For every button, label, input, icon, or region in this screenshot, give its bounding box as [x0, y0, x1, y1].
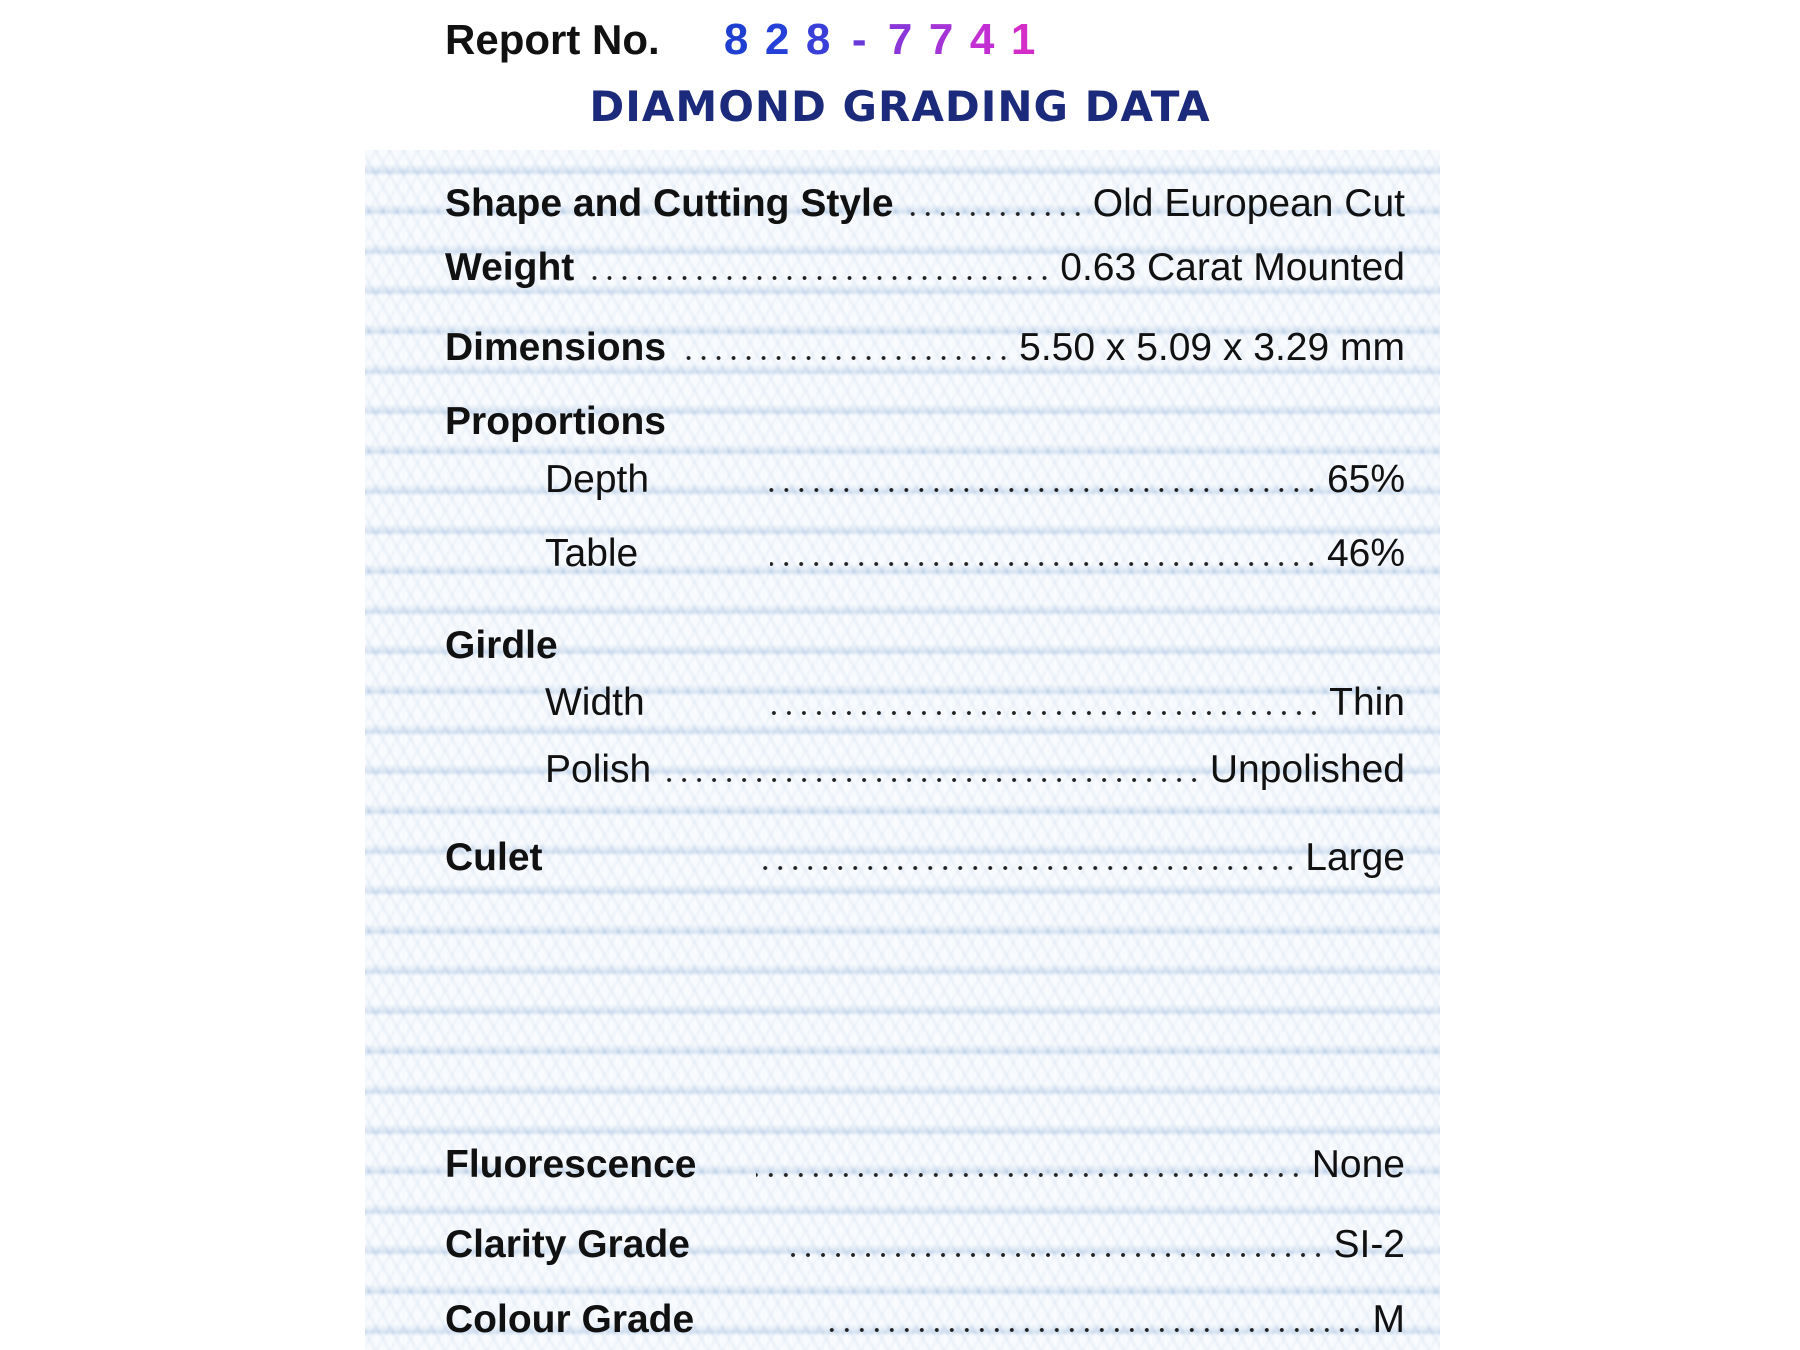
report-digit: 7 [887, 15, 913, 64]
weight-label: Weight [445, 246, 575, 289]
shape-label: Shape and Cutting Style [445, 182, 894, 225]
girdle-polish-value: Unpolished [1209, 748, 1405, 791]
report-digit: 4 [969, 15, 995, 64]
girdle-heading: Girdle [445, 624, 558, 667]
colour-value: M [1372, 1298, 1405, 1341]
dimensions-row [445, 318, 1405, 370]
girdle-width-label: Width [545, 681, 645, 724]
shape-row [445, 174, 1405, 226]
report-digit: 8 [805, 15, 831, 64]
weight-row [445, 238, 1405, 290]
report-number-label: Report No. [445, 16, 660, 63]
girdle-width-value: Thin [1329, 681, 1405, 724]
dot-leader [770, 710, 1321, 716]
report-digit: - [851, 15, 867, 64]
report-number-line [445, 10, 1044, 70]
dot-leader [780, 1252, 1326, 1258]
girdle-width-row [445, 673, 1405, 725]
proportions-heading: Proportions [445, 400, 666, 443]
dot-leader [770, 561, 1319, 567]
clarity-label: Clarity Grade [445, 1223, 690, 1266]
girdle-polish-label: Polish [545, 748, 652, 791]
dot-leader [676, 355, 1011, 361]
colour-row [445, 1290, 1405, 1342]
fluorescence-row [445, 1135, 1405, 1187]
fluorescence-value: None [1311, 1143, 1405, 1186]
dot-leader [904, 211, 1085, 217]
dot-leader [769, 487, 1319, 493]
clarity-value: SI-2 [1333, 1223, 1405, 1266]
dot-leader [758, 865, 1298, 871]
page-title: DIAMOND GRADING DATA [589, 82, 1211, 131]
dot-leader [584, 275, 1052, 281]
girdle-polish-row [445, 740, 1405, 792]
depth-row [445, 450, 1405, 502]
report-number-value [716, 15, 1044, 65]
clarity-row [445, 1215, 1405, 1267]
report-digit: 1 [1010, 15, 1036, 64]
dot-leader [756, 1172, 1303, 1178]
culet-label: Culet [445, 836, 543, 879]
table-value: 46% [1326, 532, 1405, 575]
report-digit: 7 [928, 15, 954, 64]
depth-label: Depth [545, 458, 650, 501]
weight-value: 0.63 Carat Mounted [1060, 246, 1405, 289]
dot-leader [824, 1327, 1364, 1333]
table-row [445, 524, 1405, 576]
report-digit: 2 [764, 15, 790, 64]
dimensions-value: 5.50 x 5.09 x 3.29 mm [1019, 326, 1405, 369]
culet-value: Large [1305, 836, 1405, 879]
colour-label: Colour Grade [445, 1298, 695, 1341]
dot-leader [661, 777, 1202, 783]
depth-value: 65% [1326, 458, 1405, 501]
shape-value: Old European Cut [1092, 182, 1405, 225]
report-digit: 8 [723, 15, 749, 64]
fluorescence-label: Fluorescence [445, 1143, 697, 1186]
table-label: Table [545, 532, 639, 575]
culet-row [445, 828, 1405, 880]
dimensions-label: Dimensions [445, 326, 667, 369]
